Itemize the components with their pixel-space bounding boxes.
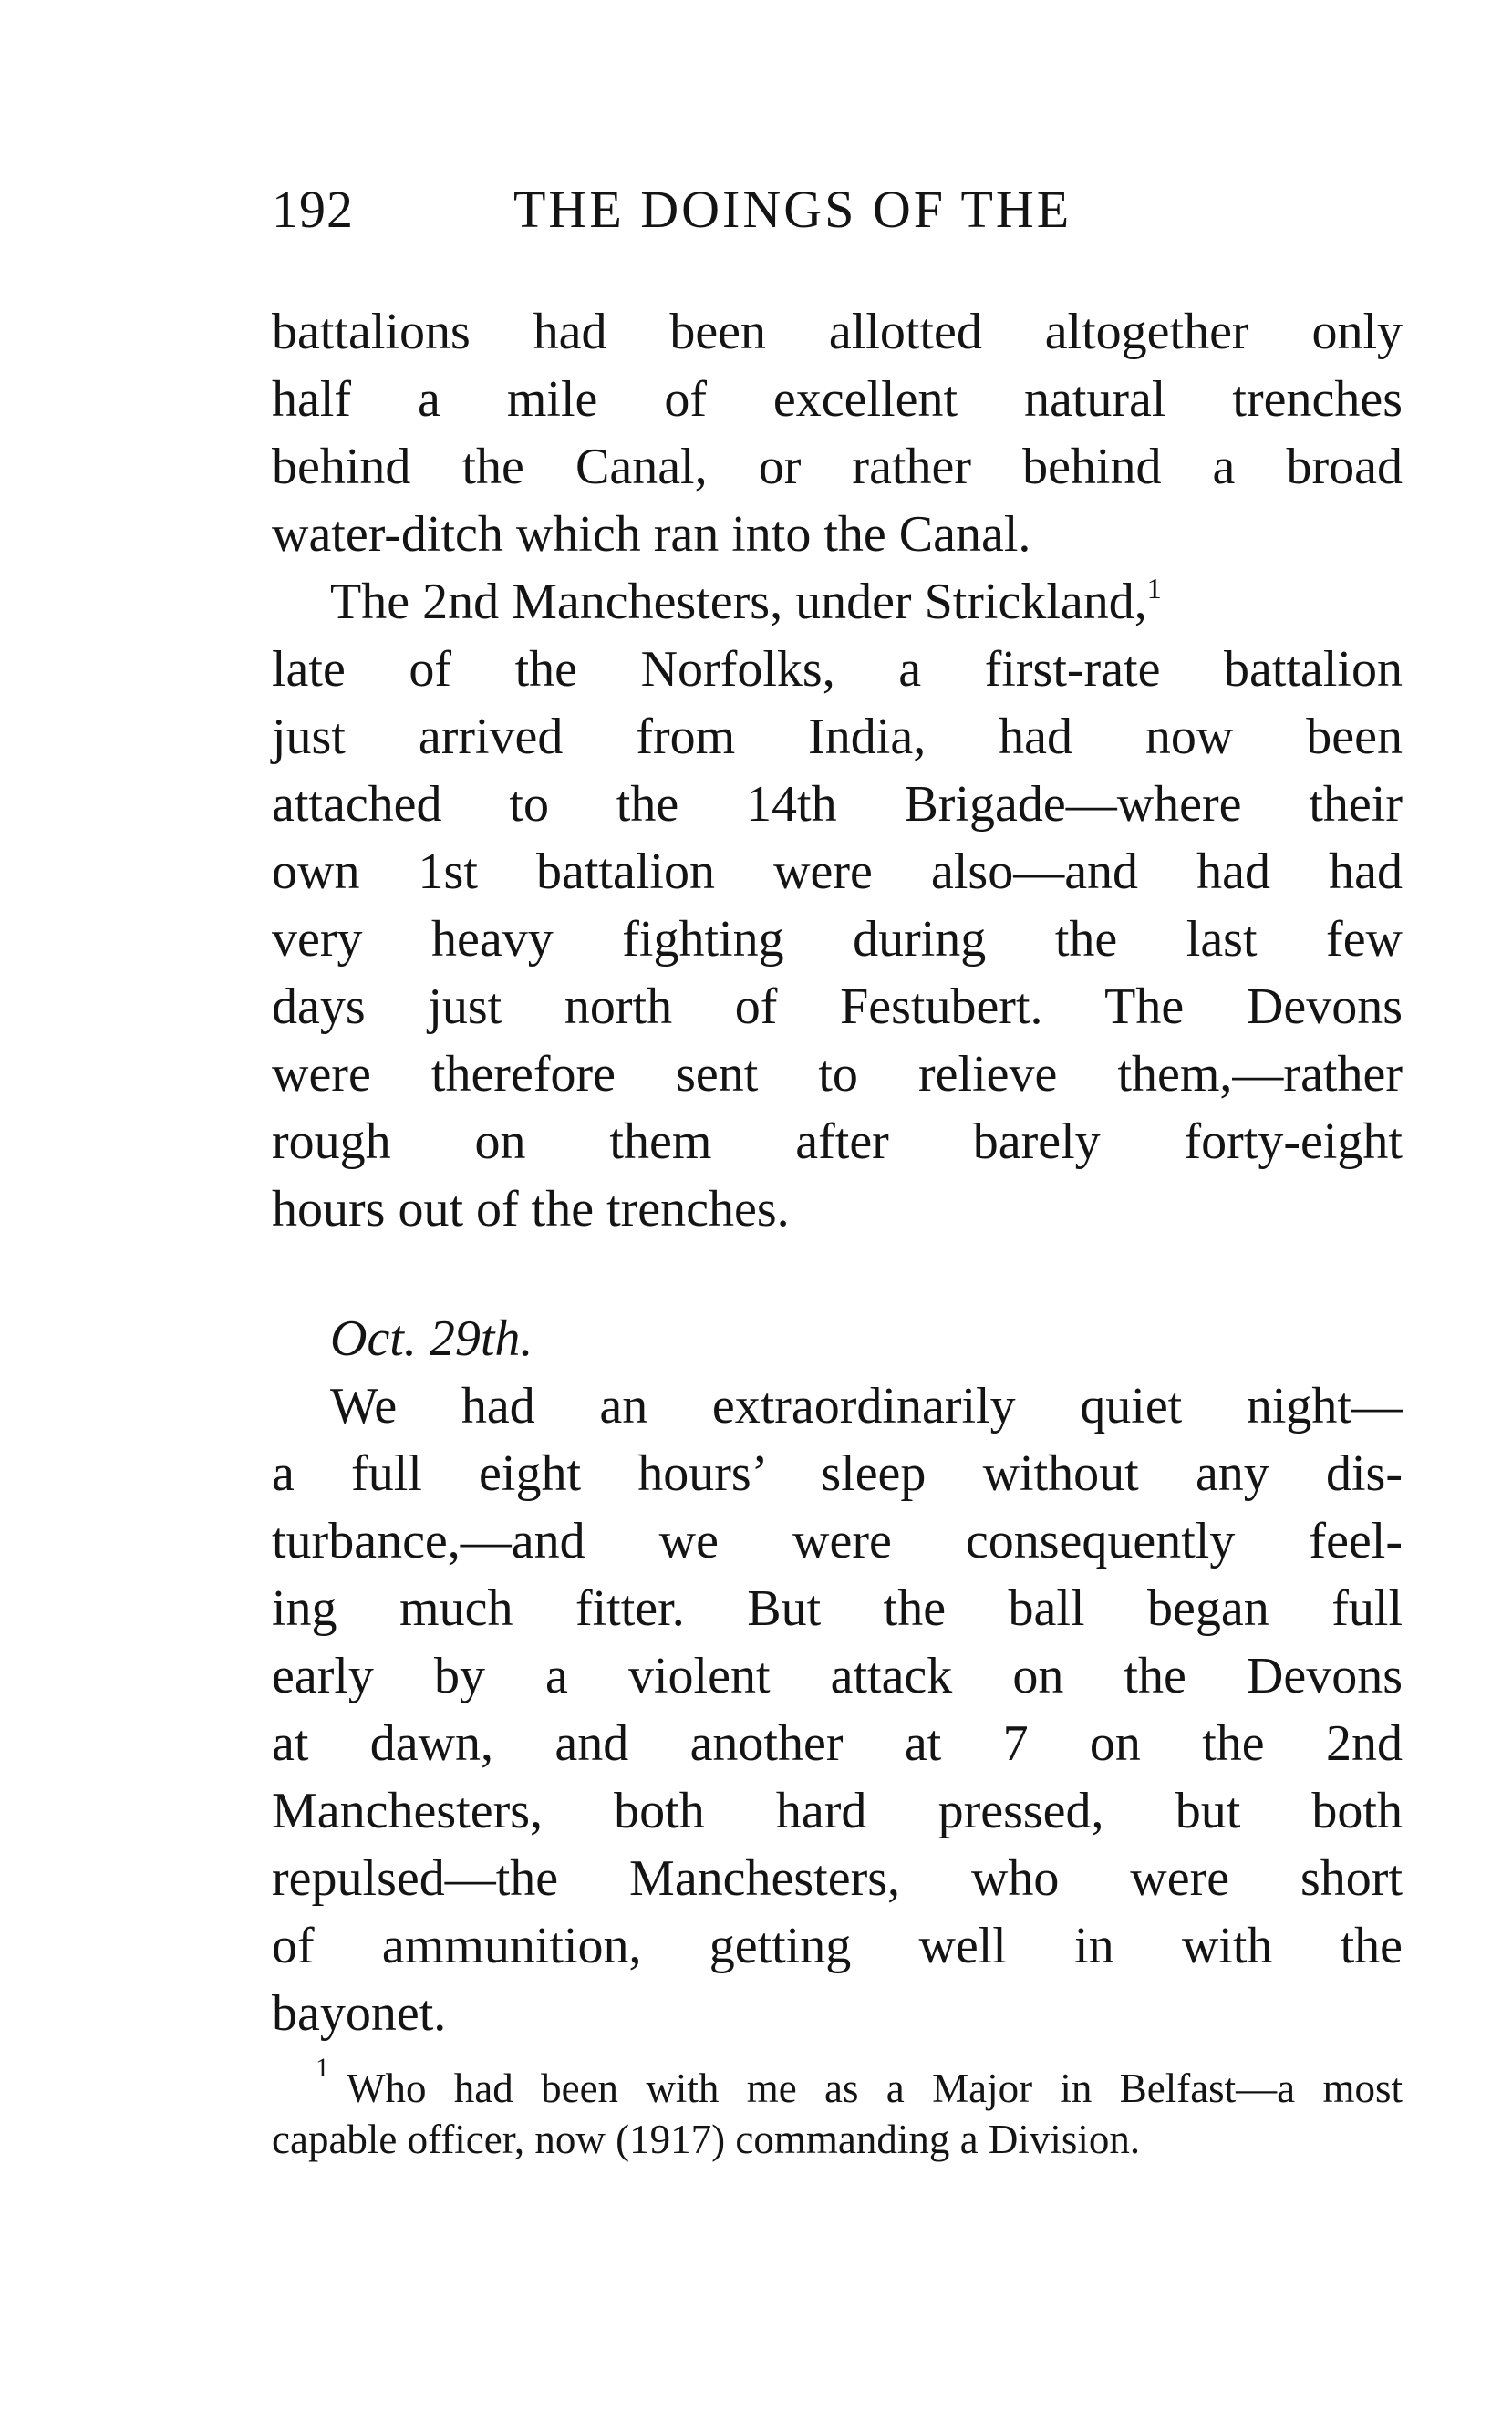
text-line: were therefore sent to relieve them,—rather [272, 1046, 1403, 1103]
text-line: hours out of the trenches. [272, 1181, 790, 1237]
footnote-marker: 1 [316, 2053, 329, 2083]
text-line: own 1st battalion were also—and had had [272, 844, 1403, 900]
text-line: bayonet. [272, 1985, 447, 2042]
running-title: THE DOINGS OF THE [513, 180, 1072, 239]
text-line: battalions had been allotted altogether only [272, 304, 1403, 360]
text-line: a full eight hours’ sleep without any dis- [272, 1445, 1403, 1502]
text-line: very heavy fighting during the last few [272, 911, 1403, 968]
text-line: days just north of Festubert. The Devons [272, 978, 1403, 1035]
footnote-line: capable officer, now (1917) commanding a Division. [272, 2117, 1141, 2162]
text-line: attached to the 14th Brigade—where their [272, 776, 1403, 833]
text-line: We had an extraordinarily quiet night— [330, 1378, 1403, 1434]
text-line: of ammunition, getting well in with the [272, 1918, 1403, 1974]
text-line: water-ditch which ran into the Canal. [272, 506, 1031, 563]
text-line: just arrived from India, had now been [272, 709, 1403, 765]
text-line: turbance,—and we were consequently feel- [272, 1513, 1403, 1569]
page-number: 192 [272, 180, 354, 239]
text-line: at dawn, and another at 7 on the 2nd [272, 1715, 1403, 1772]
text-line: behind the Canal, or rather behind a broad [272, 439, 1403, 495]
paragraph-opening: The 2nd Manchesters, under Strickland, [330, 574, 1147, 630]
text-line: Manchesters, both hard pressed, but both [272, 1783, 1403, 1839]
text-line: rough on them after barely forty-eight [272, 1113, 1403, 1170]
text-line: half a mile of excellent natural trenches [272, 371, 1403, 428]
text-line: early by a violent attack on the Devons [272, 1648, 1403, 1704]
diary-date: Oct. 29th. [330, 1310, 533, 1367]
text-line: repulsed—the Manchesters, who were short [272, 1850, 1403, 1907]
footnote-line: Who had been with me as a Major in Belfast—a most [347, 2065, 1403, 2111]
text-line: ing much fitter. But the ball began full [272, 1580, 1403, 1637]
footnote-reference[interactable]: 1 [1146, 572, 1162, 605]
text-line [330, 567, 1403, 637]
text-line: late of the Norfolks, a first-rate battalion [272, 641, 1403, 698]
